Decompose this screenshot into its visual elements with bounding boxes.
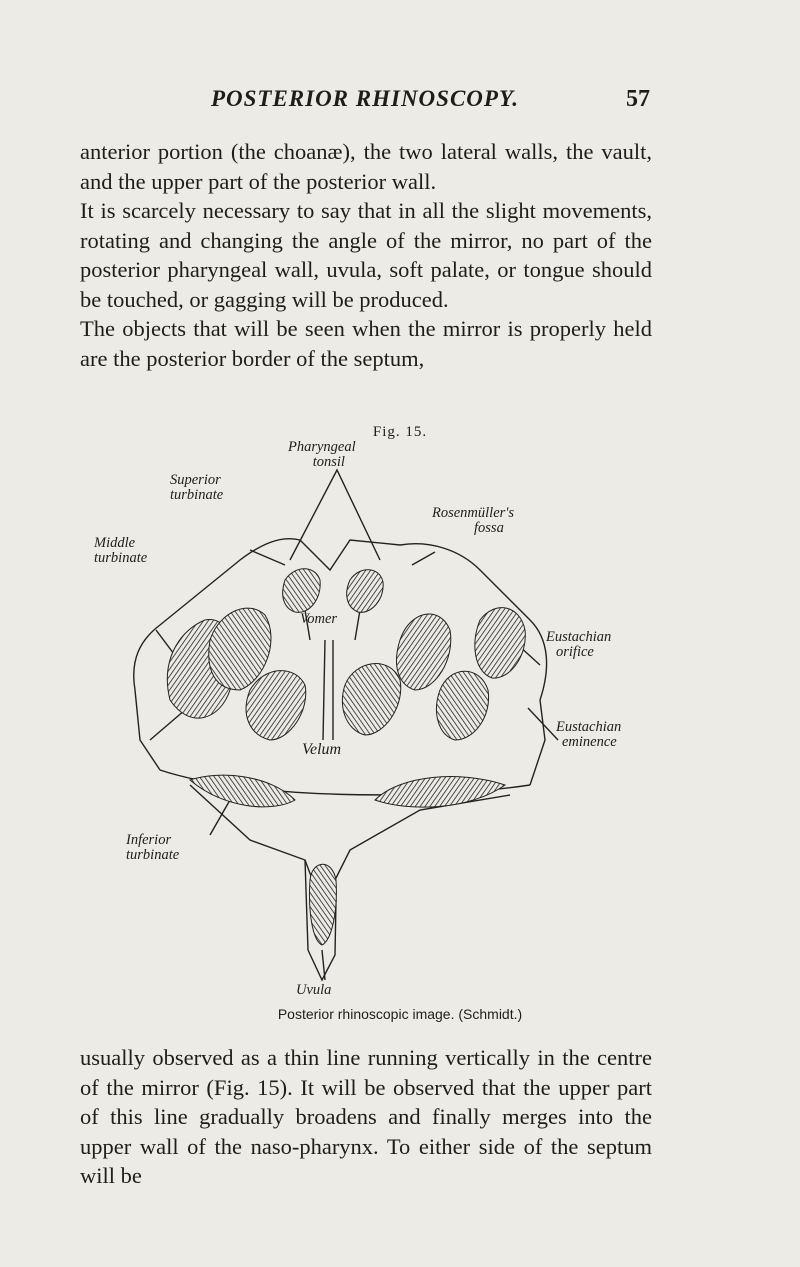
label-superior-turbinate: Superior turbinate <box>170 472 224 503</box>
page-number: 57 <box>626 86 650 112</box>
running-title: POSTERIOR RHINOSCOPY. <box>210 86 520 111</box>
running-head <box>80 86 650 120</box>
label-eustachian-orifice: Eustachian orifice <box>546 629 612 660</box>
paragraph-4: usually observed as a thin line running vertically in the centre of the mirror (Fig. 15). It will be observed that the upper part of this line gradually broadens and finally merges into the upper wall of the naso-pharynx. To either side of the septum will be <box>80 1045 652 1188</box>
figure-caption: Posterior rhinoscopic image. (Schmidt.) <box>277 1006 523 1022</box>
figure-number: Fig. 15. <box>372 424 428 440</box>
label-middle-turbinate: Middle turbinate <box>94 535 148 566</box>
label-inferior-turbinate: Inferior turbinate <box>126 832 180 863</box>
body-text-bottom <box>80 1043 652 1191</box>
label-rosenmuller-fossa: Rosenmüller's fossa <box>432 505 515 536</box>
label-velum: Velum <box>302 741 342 758</box>
paragraph-1: anterior portion (the choanæ), the two lateral walls, the vault, and the upper part of the posterior wall. <box>80 139 652 194</box>
paragraph-2: It is scarcely necessary to say that in all the slight movements, rotating and changing the angle of the mirror, no part of the posterior pharyngeal wall, uvula, soft palate, or tongue should be touched, or gagging will be produced. <box>80 198 652 312</box>
body-text-top <box>80 137 652 373</box>
paragraph-3: The objects that will be seen when the mirror is properly held are the posterior border of the septum, <box>80 316 652 371</box>
label-uvula: Uvula <box>296 982 332 998</box>
figure-illustration <box>94 439 660 1000</box>
label-pharyngeal-tonsil: Pharyngeal tonsil <box>288 439 356 470</box>
label-vomer: Vomer <box>300 611 338 627</box>
label-eustachian-eminence: Eustachian eminence <box>556 719 622 750</box>
